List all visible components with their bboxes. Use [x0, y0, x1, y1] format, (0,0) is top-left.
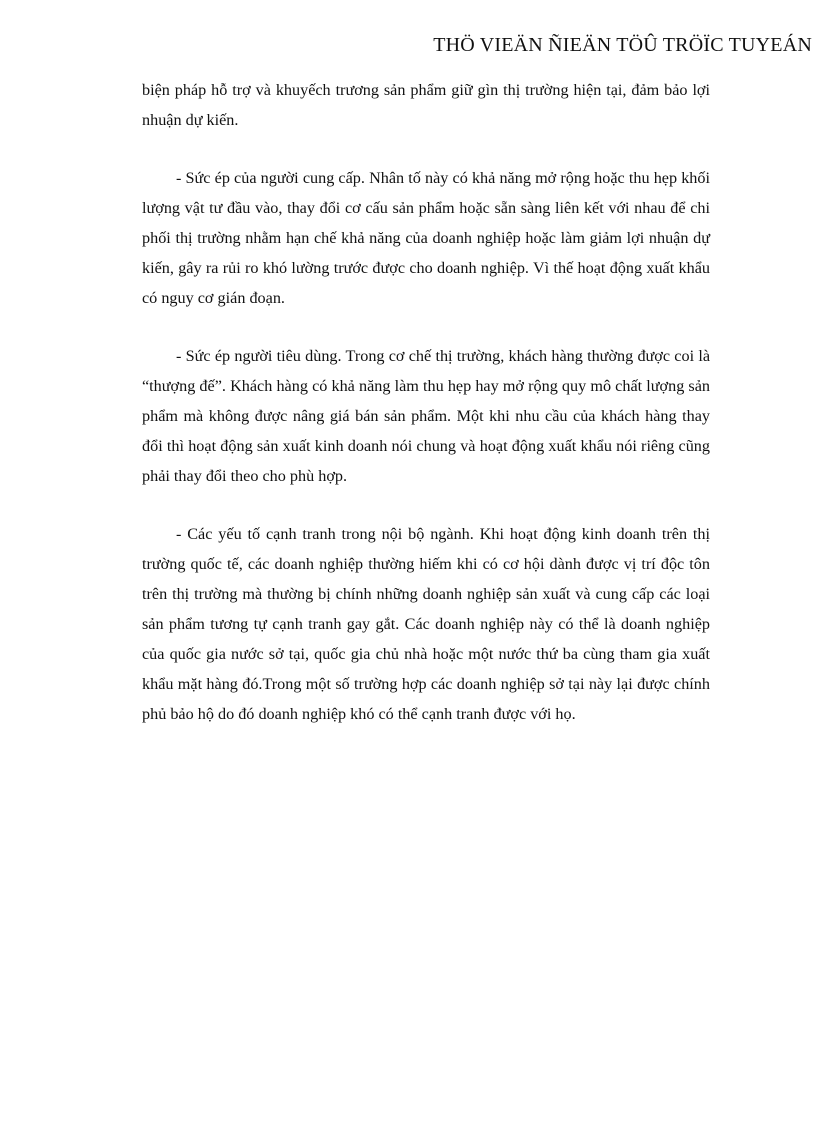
paragraph-industry-competition: - Các yếu tố cạnh tranh trong nội bộ ngành. Khi hoạt động kinh doanh trên thị trường quốc tế, các doanh nghiệp thường hiếm khi có cơ hội dành được vị trí độc tôn trên thị trường mà thường bị chính những doanh nghiệp sản xuất và cung cấp các loại sản phẩm tương tự cạnh tranh gay gắt. Các doanh nghiệp này có thể là doanh nghiệp của quốc gia nước sở tại, quốc gia chủ nhà hoặc một nước thứ ba cùng tham gia xuất khẩu mặt hàng đó.Trong một số trường hợp các doanh nghiệp sở tại này lại được chính phủ bảo hộ do đó doanh nghiệp khó có thể cạnh tranh được với họ.	[142, 525, 710, 723]
document-body	[142, 75, 710, 729]
paragraph-consumer-pressure: - Sức ép người tiêu dùng. Trong cơ chế thị trường, khách hàng thường được coi là “thượng đế”. Khách hàng có khả năng làm thu hẹp hay mở rộng quy mô chất lượng sản phẩm mà không được nâng giá bán sản phẩm. Một khi nhu cầu của khách hàng thay đổi thì hoạt động sản xuất kinh doanh nói chung và hoạt động xuất khẩu nói riêng cũng phải thay đổi theo cho phù hợp.	[142, 347, 710, 485]
page-header: THÖ VIEÄN ÑIEÄN TÖÛ TRÖÏC TUYEÁN	[433, 34, 812, 56]
paragraph-supplier-pressure: - Sức ép của người cung cấp. Nhân tố này có khả năng mở rộng hoặc thu hẹp khối lượng vật tư đầu vào, thay đổi cơ cấu sản phẩm hoặc sẵn sàng liên kết với nhau để chi phối thị trường nhằm hạn chế khả năng của doanh nghiệp hoặc làm giảm lợi nhuận dự kiến, gây ra rủi ro khó lường trước được cho doanh nghiệp. Vì thế hoạt động xuất khẩu có nguy cơ gián đoạn.	[142, 169, 710, 307]
paragraph-continuation: biện pháp hỗ trợ và khuyếch trương sản phẩm giữ gìn thị trường hiện tại, đảm bảo lợi nhuận dự kiến.	[142, 81, 710, 129]
